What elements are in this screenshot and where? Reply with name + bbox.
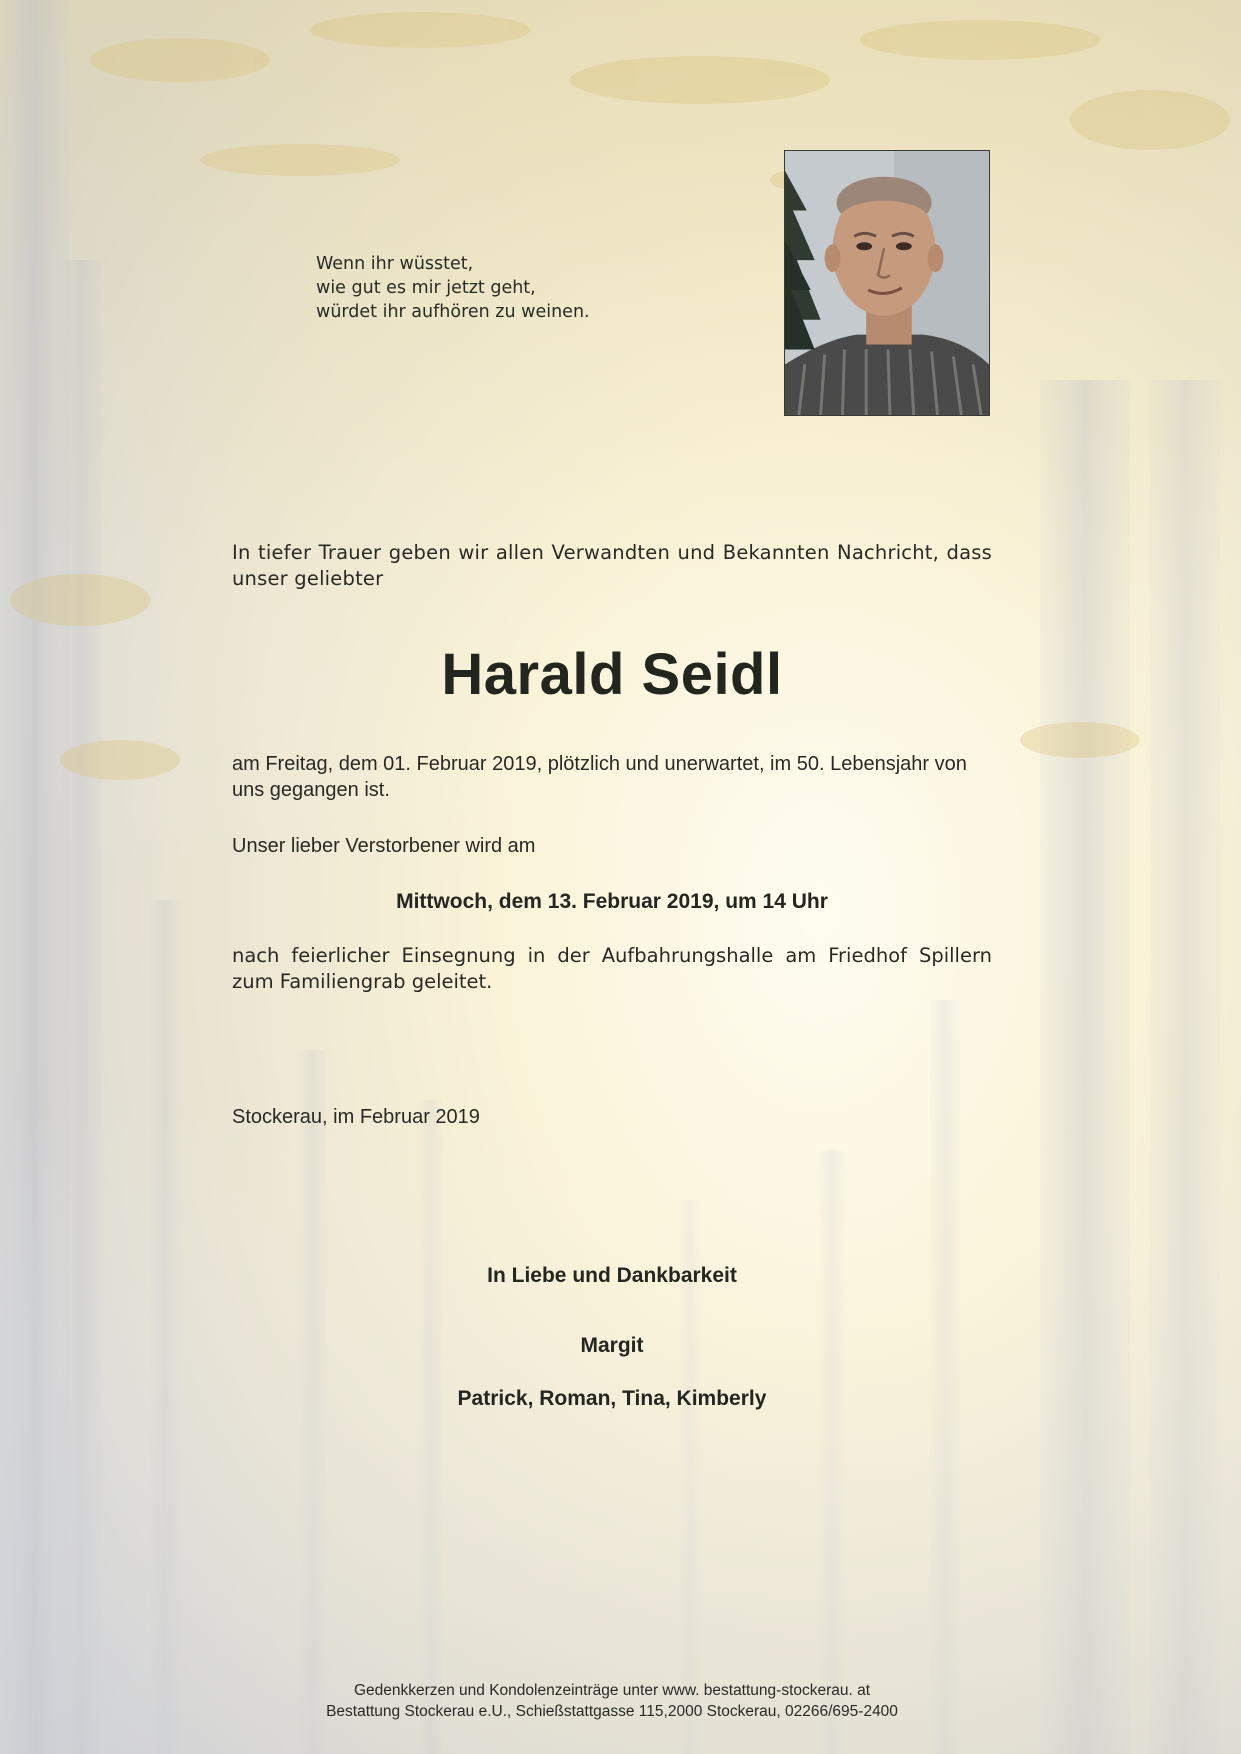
verse-line-1: Wenn ihr wüsstet, xyxy=(316,254,474,274)
footer-line-1: Gedenkkerzen und Kondolenzeinträge unter www. bestattung-stockerau. at xyxy=(353,1682,871,1699)
death-notice-text: am Freitag, dem 01. Februar 2019, plötzlich und unerwartet, im 50. Lebensjahr von uns gegangen ist. xyxy=(232,753,967,801)
mourner-name: Margit xyxy=(580,1334,644,1357)
footer xyxy=(232,1680,992,1722)
funeral-date: Mittwoch, dem 13. Februar 2019, um 14 Uhr xyxy=(396,890,828,913)
intro-text: In tiefer Trauer geben wir allen Verwandten und Bekannten Nachricht, dass unser geliebter xyxy=(232,541,992,590)
verse-line-3: würdet ihr aufhören zu weinen. xyxy=(316,302,590,322)
portrait-photo xyxy=(784,150,990,416)
closing-phrase: In Liebe und Dankbarkeit xyxy=(487,1264,737,1287)
verse-line-2: wie gut es mir jetzt geht, xyxy=(316,278,536,298)
mourner-names: Patrick, Roman, Tina, Kimberly xyxy=(457,1387,767,1410)
ceremony-text: nach feierlicher Einsegnung in der Aufbahrungshalle am Friedhof Spillern zum Familiengrab geleitet. xyxy=(232,944,992,993)
footer-line-2: Bestattung Stockerau e.U., Schießstattgasse 115,2000 Stockerau, 02266/695-2400 xyxy=(326,1703,898,1720)
memorial-verse xyxy=(316,252,646,324)
place-and-date: Stockerau, im Februar 2019 xyxy=(232,1106,480,1128)
funeral-announcement: Unser lieber Verstorbener wird am xyxy=(232,835,536,857)
deceased-name: Harald Seidl xyxy=(441,642,783,707)
